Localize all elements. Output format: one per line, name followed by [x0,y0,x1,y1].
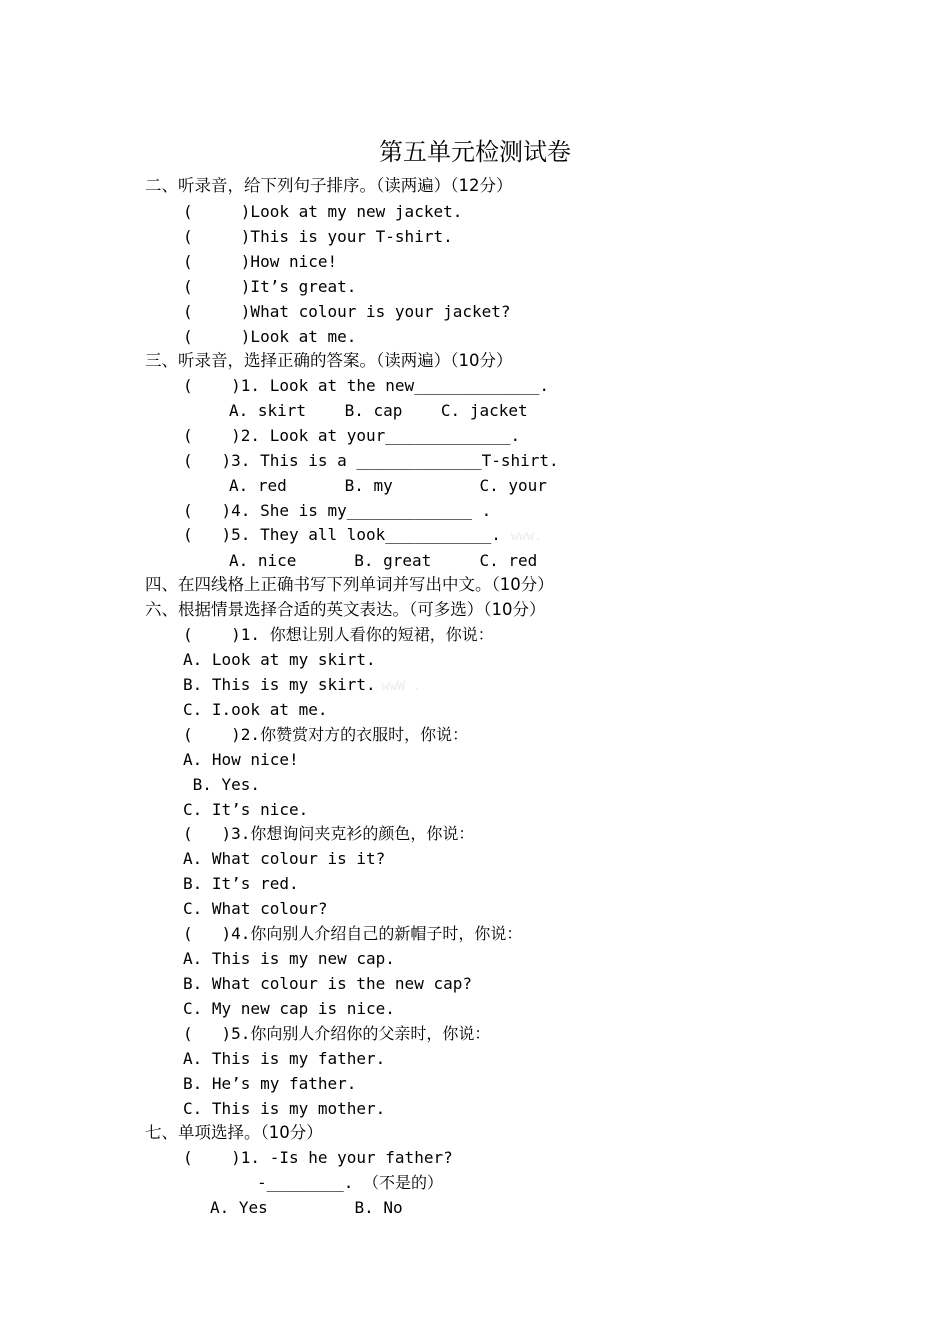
situation-option-1b [183,672,421,697]
ordering-item-1: ( )Look at my new jacket. [183,202,463,221]
listening-options-3: A. red B. my C. your [229,476,547,495]
situation-option-1b-text: B. This is my skirt. [183,675,376,694]
listening-options-1: A. skirt B. cap C. jacket [229,401,528,420]
watermark-text: www. [510,529,543,544]
situation-question-3: ( )3.你想询问夹克衫的颜色，你说： [183,824,475,843]
situation-option-2a: A. How nice! [183,750,299,769]
situation-option-4c: C. My new cap is nice. [183,999,395,1018]
choice-answer-line-1: -________. （不是的） [257,1173,443,1192]
situation-option-3b: B. It’s red. [183,874,299,893]
situation-question-5: ( )5.你向别人介绍你的父亲时，你说： [183,1024,491,1043]
watermark-text-2: wwW . [381,679,421,694]
listening-question-2: ( )2. Look at your_____________. [183,426,521,445]
listening-options-5: A. nice B. great C. red [229,551,538,570]
page-title: 第五单元检测试卷 [379,138,571,166]
situation-option-2c: C. It’s nice. [183,800,309,819]
listening-question-5-text: ( )5. They all look___________. [183,525,501,544]
ordering-item-4: ( )It’s great. [183,277,357,296]
listening-question-4: ( )4. She is my_____________ . [183,501,492,520]
section-heading-3: 三、听录音，选择正确的答案。（读两遍）（10分） [145,351,513,370]
ordering-item-3: ( )How nice! [183,252,338,271]
section-heading-2: 二、听录音，给下列句子排序。（读两遍）（12分） [145,176,513,195]
ordering-item-5: ( )What colour is your jacket? [183,302,511,321]
situation-option-4b: B. What colour is the new cap? [183,974,472,993]
situation-option-5c: C. This is my mother. [183,1099,386,1118]
situation-option-1a: A. Look at my skirt. [183,650,376,669]
situation-option-2b: B. Yes. [183,775,261,794]
situation-question-4: ( )4.你向别人介绍自己的新帽子时，你说： [183,924,523,943]
section-heading-7: 七、单项选择。（10分） [145,1123,323,1142]
situation-option-5a: A. This is my father. [183,1049,386,1068]
situation-question-1: ( )1. 你想让别人看你的短裙，你说： [183,625,494,644]
situation-option-5b: B. He’s my father. [183,1074,357,1093]
choice-question-1: ( )1. -Is he your father? [183,1148,453,1167]
situation-option-4a: A. This is my new cap. [183,949,395,968]
section-heading-6: 六、根据情景选择合适的英文表达。（可多选）（10分） [145,600,546,619]
ordering-item-6: ( )Look at me. [183,327,357,346]
listening-question-5 [183,522,542,547]
situation-question-2: ( )2.你赞赏对方的衣服时，你说： [183,725,469,744]
situation-option-3a: A. What colour is it? [183,849,386,868]
section-heading-4: 四、在四线格上正确书写下列单词并写出中文。（10分） [145,575,554,594]
listening-question-3: ( )3. This is a _____________T-shirt. [183,451,559,470]
situation-option-3c: C. What colour? [183,899,328,918]
choice-options-1: A. Yes B. No [210,1198,403,1217]
situation-option-1c: C. I.ook at me. [183,700,328,719]
listening-question-1: ( )1. Look at the new_____________. [183,376,550,395]
ordering-item-2: ( )This is your T-shirt. [183,227,453,246]
